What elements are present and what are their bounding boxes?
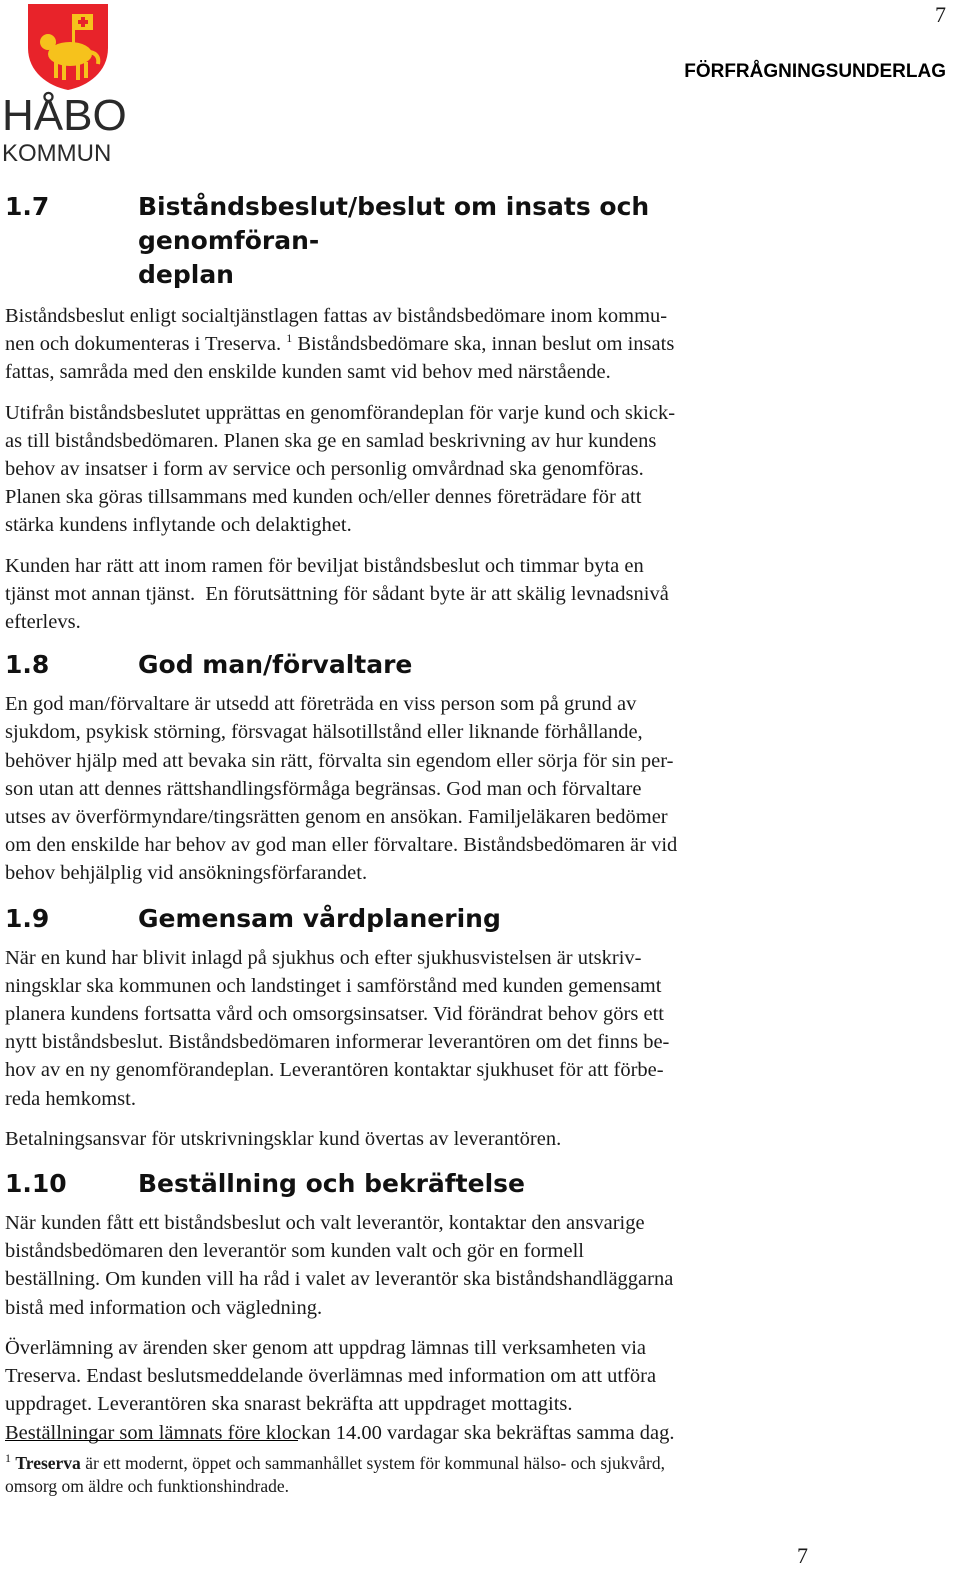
- text-line: Treserva. Endast beslutsmeddelande överlämnas med information om att utföra: [5, 1365, 657, 1388]
- paragraph: [5, 399, 815, 540]
- page-number-bottom: 7: [797, 1543, 808, 1568]
- footnote-reference[interactable]: 1: [286, 331, 293, 346]
- section-1-7: [5, 190, 815, 636]
- text-line: Biståndsbedömare ska, innan beslut om insats: [297, 333, 675, 356]
- text-line: nytt biståndsbeslut. Biståndsbedömaren informerar leverantören om det finns be-: [5, 1031, 670, 1054]
- text-line: ningsklar ska kommunen och landstinget i samförstånd med kunden gemensamt: [5, 974, 662, 997]
- section-title: God man/förvaltare: [138, 650, 413, 680]
- text-line: planera kundens fortsatta vård och omsorgsinsatser. Vid förändrat behov görs ett: [5, 1003, 664, 1026]
- paragraph: [5, 552, 815, 637]
- text-line: stärka kundens inflytande och delaktighet.: [5, 514, 352, 537]
- section-number: 1.7: [5, 192, 50, 221]
- section-number: 1.9: [5, 903, 50, 933]
- text-line: utses av överförmyndare/tingsrätten genom en ansökan. Familjeläkaren bedömer: [5, 806, 668, 829]
- section-title: Gemensam vårdplanering: [138, 903, 501, 933]
- section-heading: [5, 902, 815, 936]
- text-line: uppdraget. Leverantören ska snarast bekräfta att uppdraget mottagits.: [5, 1393, 573, 1416]
- document-body: [5, 190, 815, 1447]
- paragraph: [5, 944, 815, 1113]
- text-line: behov behjälplig vid ansökningsförfarandet.: [5, 862, 368, 885]
- text-line: fattas, samråda med den enskilde kunden samt vid behov med närstående.: [5, 361, 611, 384]
- section-heading: [5, 1167, 815, 1201]
- section-heading: [5, 190, 815, 292]
- text-line: biståndsbedömaren den leverantör som kunden valt och gör en formell: [5, 1240, 584, 1263]
- text-line: bistå med information och vägledning.: [5, 1296, 323, 1319]
- section-title: Beställning och bekräftelse: [138, 1169, 525, 1199]
- text-line: Överlämning av ärenden sker genom att uppdrag lämnas till verksamheten via: [5, 1336, 646, 1359]
- text-line: behöver hjälp med att bevaka sin rätt, förvalta sin egendom eller sörja för sin per-: [5, 749, 674, 772]
- page-number-top: 7: [935, 2, 946, 27]
- footnote-term: Treserva: [15, 1453, 81, 1473]
- text-line: om den enskilde har behov av god man eller förvaltare. Biståndsbedömaren är vid: [5, 834, 678, 857]
- footnote-text-line1: är ett modernt, öppet och sammanhållet system för kommunal hälso- och sjukvård,: [80, 1453, 665, 1473]
- section-1-8: [5, 648, 815, 887]
- text-line: behov av insatser i form av service och personlig omvårdnad ska genomföras.: [5, 458, 644, 481]
- text-line: as till biståndsbedömaren. Planen ska ge en samlad beskrivning av hur kundens: [5, 429, 657, 452]
- paragraph: [5, 302, 815, 387]
- paragraph: [5, 690, 815, 887]
- document-label: FÖRFRÅGNINGSUNDERLAG: [684, 61, 946, 82]
- section-title-line1: Biståndsbeslut/beslut om insats och genomföran-: [138, 192, 650, 255]
- section-heading: [5, 648, 815, 682]
- section-number: 1.8: [5, 650, 50, 680]
- logo-name-line1: HÅBO: [2, 91, 127, 140]
- logo-name-line2: KOMMUN: [2, 140, 112, 167]
- text-line: sjukdom, psykisk störning, försvagat hälsotillstånd eller liknande förhållande,: [5, 721, 643, 744]
- text-line: nen och dokumenteras i Treserva.: [5, 333, 282, 356]
- paragraph: [5, 1334, 815, 1447]
- text-line: När en kund har blivit inlagd på sjukhus och efter sjukhusvistelsen är utskriv-: [5, 946, 642, 969]
- text-line: efterlevs.: [5, 611, 81, 634]
- text-line: Beställningar som lämnats före klockan 14.00 vardagar ska bekräftas samma dag.: [5, 1421, 675, 1444]
- footnote-text-line2: omsorg om äldre och funktionshindrade.: [5, 1476, 289, 1496]
- paragraph: [5, 1125, 815, 1153]
- section-title-line2: deplan: [138, 260, 234, 289]
- text-line: reda hemkomst.: [5, 1087, 136, 1110]
- text-line: hov av en ny genomförandeplan. Leverantören kontaktar sjukhuset för att förbe-: [5, 1059, 664, 1082]
- text-line: son utan att dennes rättshandlingsförmåga begränsas. God man och förvaltare: [5, 777, 642, 800]
- text-line: När kunden fått ett biståndsbeslut och valt leverantör, kontaktar den ansvarige: [5, 1212, 645, 1235]
- text-line: Kunden har rätt att inom ramen för beviljat biståndsbeslut och timmar byta en: [5, 554, 644, 577]
- text-line: Betalningsansvar för utskrivningsklar kund övertas av leverantören.: [5, 1127, 562, 1150]
- text-line: beställning. Om kunden vill ha råd i valet av leverantör ska biståndshandläggarna: [5, 1268, 674, 1291]
- text-line: Biståndsbeslut enligt socialtjänstlagen fattas av biståndsbedömare inom kommu-: [5, 305, 668, 327]
- paragraph: [5, 1209, 815, 1322]
- footnote: [5, 1452, 805, 1498]
- text-line: tjänst mot annan tjänst. En förutsättning för sådant byte är att skälig levnadsnivå: [5, 582, 669, 605]
- section-1-9: [5, 902, 815, 1153]
- footnote-marker: 1: [5, 1451, 11, 1466]
- text-line: En god man/förvaltare är utsedd att företräda en viss person som på grund av: [5, 693, 637, 716]
- text-line: Planen ska göras tillsammans med kunden och/eller dennes företrädare för att: [5, 486, 642, 509]
- section-number: 1.10: [5, 1169, 67, 1199]
- section-1-10: [5, 1167, 815, 1447]
- habo-coat-of-arms-icon: [2, 2, 134, 92]
- footnote-separator: [5, 1440, 298, 1441]
- text-line: Utifrån biståndsbeslutet upprättas en genomförandeplan för varje kund och skick-: [5, 401, 676, 424]
- habo-kommun-logo: [2, 2, 134, 167]
